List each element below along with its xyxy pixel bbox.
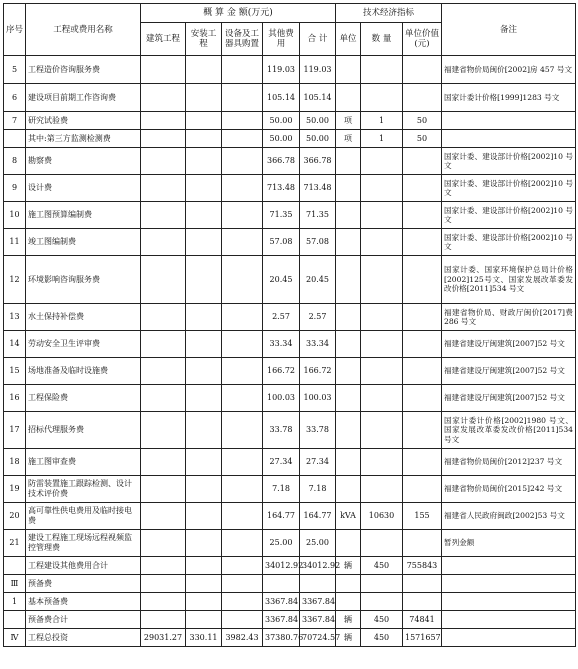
- cell-building: [141, 130, 186, 148]
- cell-equipment: [222, 575, 263, 593]
- cell-name: 工程造价咨询服务费: [26, 56, 141, 84]
- cell-equipment: [222, 229, 263, 256]
- cell-qty: 450: [361, 557, 403, 575]
- cell-building: [141, 56, 186, 84]
- cell-unit-value: [403, 84, 442, 112]
- cell-remarks: 国家计委、建设部计价格[2002]10 号文: [442, 229, 576, 256]
- cell-install: [186, 385, 222, 412]
- cell-total: 2.57: [300, 304, 336, 331]
- table-row: [4, 575, 576, 593]
- cell-equipment: [222, 130, 263, 148]
- cell-building: [141, 611, 186, 629]
- cell-other: 164.77: [263, 503, 300, 530]
- cell-building: [141, 304, 186, 331]
- cell-other: 2.57: [263, 304, 300, 331]
- cell-unit: [336, 593, 361, 611]
- cell-seq: 20: [4, 503, 26, 530]
- cell-building: [141, 202, 186, 229]
- cell-equipment: [222, 412, 263, 449]
- header-seq: 序号: [4, 4, 26, 56]
- cell-name: 防雷装置施工跟踪检测、设计技术评价费: [26, 476, 141, 503]
- cell-install: [186, 202, 222, 229]
- cell-equipment: [222, 112, 263, 130]
- cell-unit: [336, 229, 361, 256]
- cell-qty: [361, 449, 403, 476]
- cell-seq: 16: [4, 385, 26, 412]
- cell-seq: 6: [4, 84, 26, 112]
- cell-unit: [336, 84, 361, 112]
- cell-building: [141, 175, 186, 202]
- cell-total: [300, 575, 336, 593]
- cell-total: 119.03: [300, 56, 336, 84]
- cell-unit: [336, 331, 361, 358]
- cell-other: 27.34: [263, 449, 300, 476]
- cell-other: [263, 575, 300, 593]
- cell-unit-value: [403, 331, 442, 358]
- cell-unit: [336, 304, 361, 331]
- cell-qty: [361, 148, 403, 175]
- cell-install: [186, 503, 222, 530]
- cell-seq: 7: [4, 112, 26, 130]
- cell-seq: [4, 130, 26, 148]
- cell-other: 37380.76: [263, 629, 300, 647]
- cell-install: [186, 148, 222, 175]
- cell-other: 33.34: [263, 331, 300, 358]
- cell-total: 3367.84: [300, 611, 336, 629]
- header-qty: 数 量: [361, 23, 403, 56]
- cell-other: 20.45: [263, 256, 300, 304]
- cell-qty: [361, 385, 403, 412]
- cell-unit-value: [403, 530, 442, 557]
- table-row: [4, 256, 576, 304]
- cell-equipment: [222, 503, 263, 530]
- cell-unit: [336, 202, 361, 229]
- cell-unit: [336, 476, 361, 503]
- cell-name: 场地准备及临时设施费: [26, 358, 141, 385]
- cell-other: 25.00: [263, 530, 300, 557]
- header-remarks: 备注: [442, 4, 576, 56]
- cell-name: 劳动安全卫生评审费: [26, 331, 141, 358]
- header-tech-group: 技术经济指标: [336, 4, 442, 23]
- cell-equipment: [222, 304, 263, 331]
- table-row: [4, 412, 576, 449]
- cell-seq: 8: [4, 148, 26, 175]
- cell-equipment: [222, 202, 263, 229]
- header-total: 合 计: [300, 23, 336, 56]
- cell-unit: [336, 412, 361, 449]
- cell-other: 34012.92: [263, 557, 300, 575]
- cell-unit: [336, 449, 361, 476]
- table-row: [4, 503, 576, 530]
- cell-remarks: 国家计委、国家环境保护总局计价格[2002]125号文、国家发展改革委发改价格[2011]534 号文: [442, 256, 576, 304]
- cell-unit: [336, 358, 361, 385]
- table-row: [4, 476, 576, 503]
- cell-install: [186, 557, 222, 575]
- cell-qty: 1: [361, 112, 403, 130]
- cell-name: 其中:第三方监测检测费: [26, 130, 141, 148]
- cell-building: [141, 557, 186, 575]
- cell-building: 29031.27: [141, 629, 186, 647]
- cell-other: 100.03: [263, 385, 300, 412]
- cell-unit: 项: [336, 130, 361, 148]
- cell-unit: kVA: [336, 503, 361, 530]
- cell-other: 71.35: [263, 202, 300, 229]
- cell-seq: 21: [4, 530, 26, 557]
- cell-name: 工程保险费: [26, 385, 141, 412]
- cell-other: 713.48: [263, 175, 300, 202]
- cell-unit: [336, 56, 361, 84]
- cell-install: [186, 575, 222, 593]
- cell-install: [186, 130, 222, 148]
- cell-qty: [361, 358, 403, 385]
- cell-total: 27.34: [300, 449, 336, 476]
- cell-qty: 10630: [361, 503, 403, 530]
- cell-equipment: [222, 56, 263, 84]
- cell-total: 25.00: [300, 530, 336, 557]
- table-row: [4, 449, 576, 476]
- cell-name: 工程建设其他费用合计: [26, 557, 141, 575]
- cell-equipment: [222, 148, 263, 175]
- cell-install: [186, 112, 222, 130]
- cell-equipment: [222, 84, 263, 112]
- cell-remarks: 国家计委计价格[2002]1980 号文、国家发展改革委发改价格[2011]534号文: [442, 412, 576, 449]
- cell-unit: [336, 530, 361, 557]
- cell-total: 100.03: [300, 385, 336, 412]
- cell-qty: [361, 331, 403, 358]
- cell-total: 50.00: [300, 112, 336, 130]
- cell-unit-value: 50: [403, 112, 442, 130]
- cell-remarks: 国家计委、建设部计价格[2002]10 号文: [442, 175, 576, 202]
- cell-name: 研究试验费: [26, 112, 141, 130]
- cell-unit-value: [403, 202, 442, 229]
- cell-building: [141, 148, 186, 175]
- cell-qty: [361, 56, 403, 84]
- cell-other: 7.18: [263, 476, 300, 503]
- cell-total: 166.72: [300, 358, 336, 385]
- header-install: 安装工程: [186, 23, 222, 56]
- table-body: [4, 56, 576, 647]
- cell-remarks: 福建省建设厅闽建筑[2007]52 号文: [442, 385, 576, 412]
- table-row: [4, 130, 576, 148]
- cell-total: 71.35: [300, 202, 336, 229]
- cell-unit-value: [403, 148, 442, 175]
- cell-qty: [361, 575, 403, 593]
- table-row: [4, 229, 576, 256]
- cell-qty: [361, 229, 403, 256]
- cell-unit-value: [403, 575, 442, 593]
- table-row: [4, 331, 576, 358]
- cell-name: 高可靠性供电费用及临时接电费: [26, 503, 141, 530]
- cell-name: 建设工程施工现场远程视频监控管理费: [26, 530, 141, 557]
- cell-install: [186, 476, 222, 503]
- cell-install: [186, 256, 222, 304]
- cell-other: 3367.84: [263, 593, 300, 611]
- cell-total: 33.34: [300, 331, 336, 358]
- cell-equipment: [222, 476, 263, 503]
- cell-install: [186, 449, 222, 476]
- cell-building: [141, 503, 186, 530]
- cell-unit-value: 155: [403, 503, 442, 530]
- cell-equipment: [222, 358, 263, 385]
- cell-building: [141, 112, 186, 130]
- table-row: [4, 593, 576, 611]
- cell-seq: Ⅲ: [4, 575, 26, 593]
- cell-seq: Ⅳ: [4, 629, 26, 647]
- cell-qty: [361, 476, 403, 503]
- cell-total: 105.14: [300, 84, 336, 112]
- header-name: 工程或费用名称: [26, 4, 141, 56]
- header-building: 建筑工程: [141, 23, 186, 56]
- cell-qty: [361, 175, 403, 202]
- cell-unit-value: [403, 593, 442, 611]
- cell-qty: [361, 593, 403, 611]
- cell-name: 建设项目前期工作咨询费: [26, 84, 141, 112]
- cell-building: [141, 593, 186, 611]
- cell-seq: [4, 611, 26, 629]
- cell-name: 基本预备费: [26, 593, 141, 611]
- cell-install: [186, 84, 222, 112]
- cell-total: 33.78: [300, 412, 336, 449]
- cell-remarks: 国家计委、建设部计价格[2002]10 号文: [442, 148, 576, 175]
- header-other: 其他费用: [263, 23, 300, 56]
- cell-remarks: [442, 629, 576, 647]
- cell-unit-value: [403, 229, 442, 256]
- cell-unit-value: 74841: [403, 611, 442, 629]
- cell-other: 166.72: [263, 358, 300, 385]
- cell-remarks: 福建省建设厅闽建筑[2007]52 号文: [442, 331, 576, 358]
- cell-qty: [361, 256, 403, 304]
- table-row: [4, 202, 576, 229]
- cell-qty: [361, 530, 403, 557]
- cell-remarks: 国家计委、建设部计价格[2002]10 号文: [442, 202, 576, 229]
- table-row: [4, 148, 576, 175]
- cell-install: [186, 412, 222, 449]
- cell-total: 70724.57: [300, 629, 336, 647]
- cell-install: [186, 593, 222, 611]
- table-row: [4, 175, 576, 202]
- cell-unit: [336, 256, 361, 304]
- cell-unit-value: 1571657: [403, 629, 442, 647]
- cell-name: 竣工图编制费: [26, 229, 141, 256]
- cell-seq: 11: [4, 229, 26, 256]
- cell-remarks: [442, 112, 576, 130]
- cell-unit: [336, 148, 361, 175]
- cell-remarks: 福建省物价局闽价[2012]237 号文: [442, 449, 576, 476]
- cell-name: 招标代理服务费: [26, 412, 141, 449]
- cell-other: 50.00: [263, 112, 300, 130]
- cell-equipment: [222, 593, 263, 611]
- cell-name: 施工图预算编制费: [26, 202, 141, 229]
- cell-remarks: [442, 611, 576, 629]
- cell-remarks: 暂列金额: [442, 530, 576, 557]
- cell-total: 20.45: [300, 256, 336, 304]
- cell-install: [186, 331, 222, 358]
- cell-remarks: [442, 130, 576, 148]
- header-equipment: 设备及工器具购置: [222, 23, 263, 56]
- cell-building: [141, 575, 186, 593]
- cell-building: [141, 84, 186, 112]
- cell-unit-value: [403, 304, 442, 331]
- cell-seq: 5: [4, 56, 26, 84]
- cell-unit-value: [403, 449, 442, 476]
- cell-total: 57.08: [300, 229, 336, 256]
- cell-name: 施工图审查费: [26, 449, 141, 476]
- cell-qty: [361, 412, 403, 449]
- cell-total: 34012.92: [300, 557, 336, 575]
- cell-qty: 450: [361, 611, 403, 629]
- table-row: [4, 530, 576, 557]
- cell-total: 164.77: [300, 503, 336, 530]
- cell-install: 330.11: [186, 629, 222, 647]
- cell-other: 3367.84: [263, 611, 300, 629]
- cell-other: 105.14: [263, 84, 300, 112]
- cell-install: [186, 611, 222, 629]
- cell-total: 3367.84: [300, 593, 336, 611]
- cell-name: 环境影响咨询服务费: [26, 256, 141, 304]
- cell-remarks: 福建省物价局闽价[2002]房 457 号文: [442, 56, 576, 84]
- cell-building: [141, 385, 186, 412]
- cell-install: [186, 358, 222, 385]
- cell-equipment: [222, 175, 263, 202]
- cell-building: [141, 476, 186, 503]
- cell-remarks: [442, 593, 576, 611]
- cell-name: 工程总投资: [26, 629, 141, 647]
- cell-equipment: 3982.43: [222, 629, 263, 647]
- cell-install: [186, 304, 222, 331]
- cell-total: 50.00: [300, 130, 336, 148]
- cell-name: 水土保持补偿费: [26, 304, 141, 331]
- cell-seq: 15: [4, 358, 26, 385]
- cell-qty: [361, 202, 403, 229]
- cell-remarks: [442, 557, 576, 575]
- cell-seq: 10: [4, 202, 26, 229]
- cell-building: [141, 358, 186, 385]
- cell-total: 7.18: [300, 476, 336, 503]
- cell-unit-value: 50: [403, 130, 442, 148]
- cell-name: 预备费: [26, 575, 141, 593]
- table-row: [4, 557, 576, 575]
- cell-other: 33.78: [263, 412, 300, 449]
- cell-seq: 1: [4, 593, 26, 611]
- cell-unit-value: [403, 412, 442, 449]
- cell-remarks: 国家计委计价格[1999]1283 号文: [442, 84, 576, 112]
- cell-equipment: [222, 557, 263, 575]
- cell-remarks: 福建省人民政府闽政[2002]53 号文: [442, 503, 576, 530]
- cell-name: 勘察费: [26, 148, 141, 175]
- cell-remarks: [442, 575, 576, 593]
- cell-install: [186, 175, 222, 202]
- cell-unit: 项: [336, 112, 361, 130]
- cell-install: [186, 56, 222, 84]
- header-unit: 单位: [336, 23, 361, 56]
- cell-unit-value: [403, 56, 442, 84]
- cell-name: 设计费: [26, 175, 141, 202]
- cell-seq: [4, 557, 26, 575]
- cell-unit-value: 755843: [403, 557, 442, 575]
- cell-unit: [336, 175, 361, 202]
- table-row: [4, 385, 576, 412]
- cell-equipment: [222, 611, 263, 629]
- cell-building: [141, 412, 186, 449]
- cell-unit-value: [403, 358, 442, 385]
- cell-remarks: 福建省建设厅闽建筑[2007]52 号文: [442, 358, 576, 385]
- table-row: [4, 358, 576, 385]
- table-row: [4, 84, 576, 112]
- header-estimate-group: 概 算 金 额(万元): [141, 4, 336, 23]
- cell-unit: 辆: [336, 557, 361, 575]
- cell-unit-value: [403, 175, 442, 202]
- table-row: [4, 629, 576, 647]
- cell-other: 50.00: [263, 130, 300, 148]
- cell-equipment: [222, 256, 263, 304]
- cell-name: 预备费合计: [26, 611, 141, 629]
- header-unit-value: 单位价值(元): [403, 23, 442, 56]
- cell-equipment: [222, 385, 263, 412]
- cell-seq: 13: [4, 304, 26, 331]
- cell-qty: 1: [361, 130, 403, 148]
- table-row: [4, 56, 576, 84]
- cell-install: [186, 530, 222, 557]
- table-row: [4, 611, 576, 629]
- cell-unit-value: [403, 256, 442, 304]
- cell-qty: [361, 304, 403, 331]
- cell-seq: 12: [4, 256, 26, 304]
- cell-building: [141, 229, 186, 256]
- cell-unit: [336, 575, 361, 593]
- cell-unit: 辆: [336, 629, 361, 647]
- cell-unit: [336, 385, 361, 412]
- cell-building: [141, 256, 186, 304]
- cell-total: 713.48: [300, 175, 336, 202]
- cell-equipment: [222, 331, 263, 358]
- cell-remarks: 福建省物价局、财政厅闽价[2017]费 286 号文: [442, 304, 576, 331]
- cell-seq: 14: [4, 331, 26, 358]
- table-row: [4, 304, 576, 331]
- cell-remarks: 福建省物价局闽价[2015]242 号文: [442, 476, 576, 503]
- cell-install: [186, 229, 222, 256]
- cell-unit: 辆: [336, 611, 361, 629]
- cell-seq: 17: [4, 412, 26, 449]
- cell-equipment: [222, 530, 263, 557]
- cell-total: 366.78: [300, 148, 336, 175]
- cell-seq: 19: [4, 476, 26, 503]
- cell-qty: 450: [361, 629, 403, 647]
- cell-seq: 9: [4, 175, 26, 202]
- cell-other: 366.78: [263, 148, 300, 175]
- cell-building: [141, 331, 186, 358]
- cell-other: 57.08: [263, 229, 300, 256]
- cell-other: 119.03: [263, 56, 300, 84]
- table-row: [4, 112, 576, 130]
- cost-estimate-table: [3, 3, 576, 647]
- cell-building: [141, 530, 186, 557]
- cell-seq: 18: [4, 449, 26, 476]
- cell-qty: [361, 84, 403, 112]
- cell-equipment: [222, 449, 263, 476]
- cell-unit-value: [403, 385, 442, 412]
- cell-building: [141, 449, 186, 476]
- cell-unit-value: [403, 476, 442, 503]
